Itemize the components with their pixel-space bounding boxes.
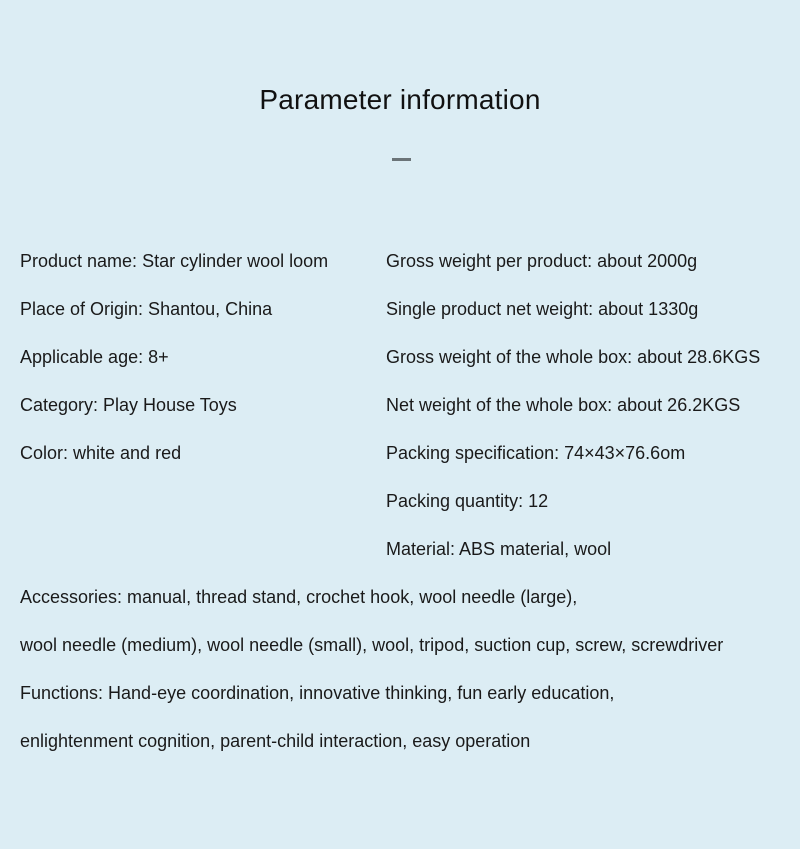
page-title: Parameter information [259, 84, 541, 115]
param-product-name: Product name: Star cylinder wool loom [20, 251, 329, 271]
param-color: Color: white and red [20, 443, 182, 463]
param-accessories-line-2: wool needle (medium), wool needle (small), wool, tripod, suction cup, screw, screwdriver [20, 635, 724, 655]
param-material: Material: ABS material, wool [386, 539, 612, 559]
param-packing-spec: Packing specification: 74×43×76.6om [386, 443, 686, 463]
param-packing-quantity: Packing quantity: 12 [386, 491, 549, 511]
param-net-weight-box: Net weight of the whole box: about 26.2KGS [386, 395, 741, 415]
param-functions-line-1: Functions: Hand-eye coordination, innovative thinking, fun early education, [20, 683, 615, 703]
param-net-weight-product: Single product net weight: about 1330g [386, 299, 699, 319]
param-category: Category: Play House Toys [20, 395, 237, 415]
param-gross-weight-product: Gross weight per product: about 2000g [386, 251, 698, 271]
title-divider [392, 158, 411, 161]
left-parameter-column [20, 241, 380, 481]
right-parameter-column [386, 241, 796, 577]
full-width-parameters [20, 577, 790, 769]
param-gross-weight-box: Gross weight of the whole box: about 28.6KGS [386, 347, 761, 367]
param-accessories-line-1: Accessories: manual, thread stand, crochet hook, wool needle (large), [20, 587, 578, 607]
param-functions-line-2: enlightenment cognition, parent-child interaction, easy operation [20, 731, 531, 751]
param-place-of-origin: Place of Origin: Shantou, China [20, 299, 273, 319]
param-applicable-age: Applicable age: 8+ [20, 347, 169, 367]
